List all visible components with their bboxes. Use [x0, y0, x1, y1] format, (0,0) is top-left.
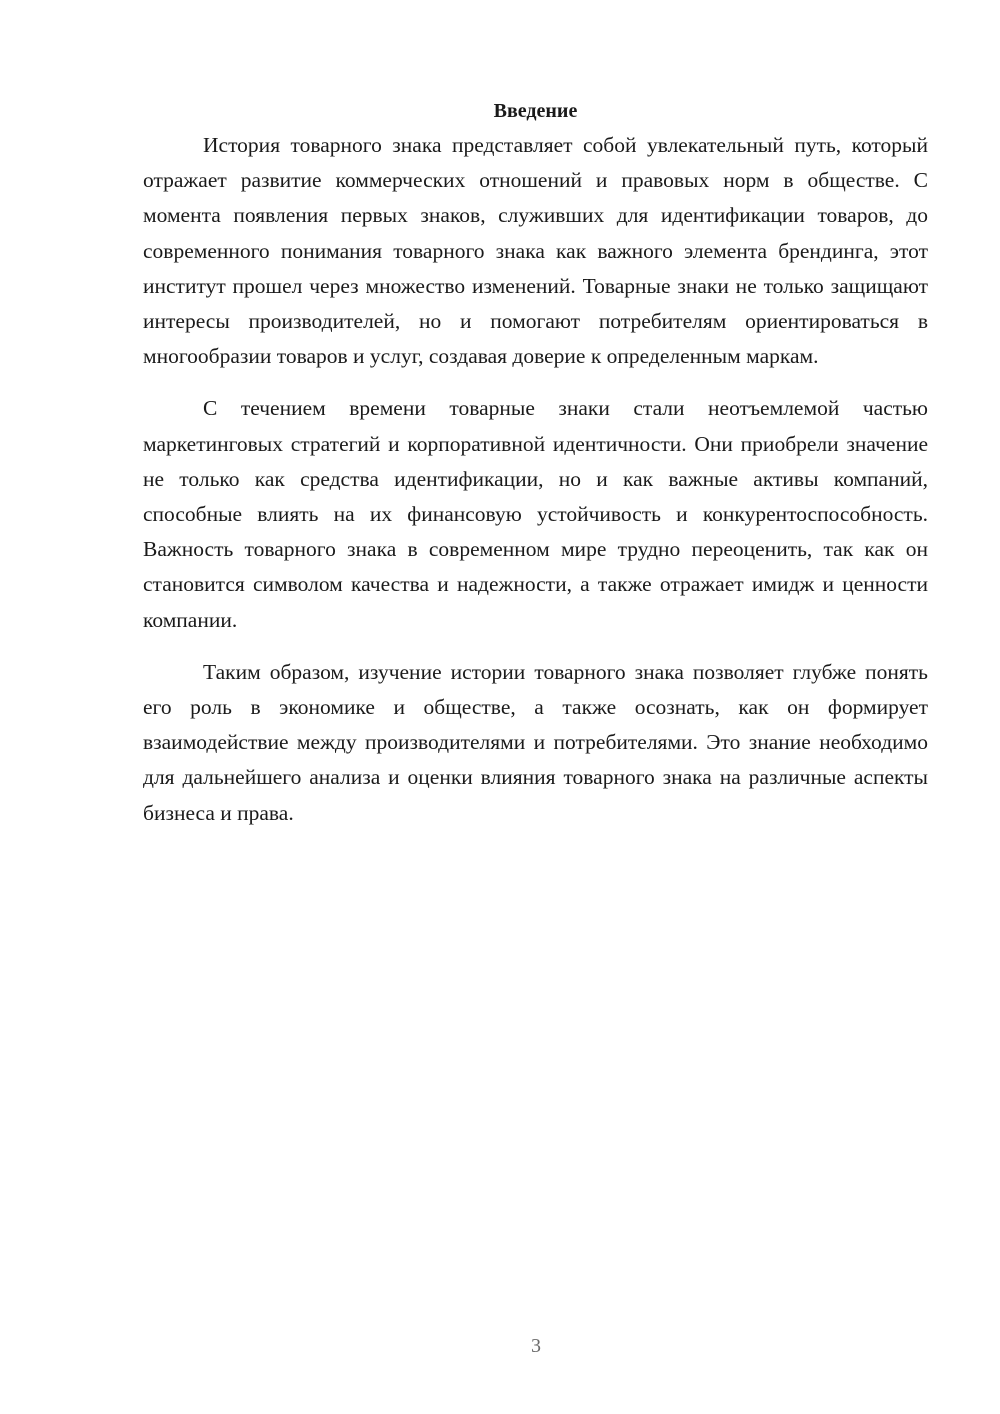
page-body — [143, 96, 928, 848]
paragraph-1: История товарного знака представляет собой увлекательный путь, который отражает развитие коммерческих отношений и правовых норм в обществе. С момента появления первых знаков, служивших для идентификации товаров, до современного понимания товарного знака как важного элемента брендинга, этот институт прошел через множество изменений. Товарные знаки не только защищают интересы производителей, но и помогают потребителям ориентироваться в многообразии товаров и услуг, создавая доверие к определенным маркам. — [143, 133, 928, 369]
page-number: 3 — [531, 1335, 541, 1357]
section-heading: Введение — [493, 100, 578, 122]
paragraph-2: С течением времени товарные знаки стали неотъемлемой частью маркетинговых стратегий и корпоративной идентичности. Они приобрели значение не только как средства идентификации, но и как важные активы компаний, способные влиять на их финансовую устойчивость и конкурентоспособность. Важность товарного знака в современном мире трудно переоценить, так как он становится символом качества и надежности, а также отражает имидж и ценности компании. — [143, 396, 928, 632]
paragraph-3: Таким образом, изучение истории товарного знака позволяет глубже понять его роль в экономике и обществе, а также осознать, как он формирует взаимодействие между производителями и потребителями. Это знание необходимо для дальнейшего анализа и оценки влияния товарного знака на различные аспекты бизнеса и права. — [143, 659, 928, 825]
